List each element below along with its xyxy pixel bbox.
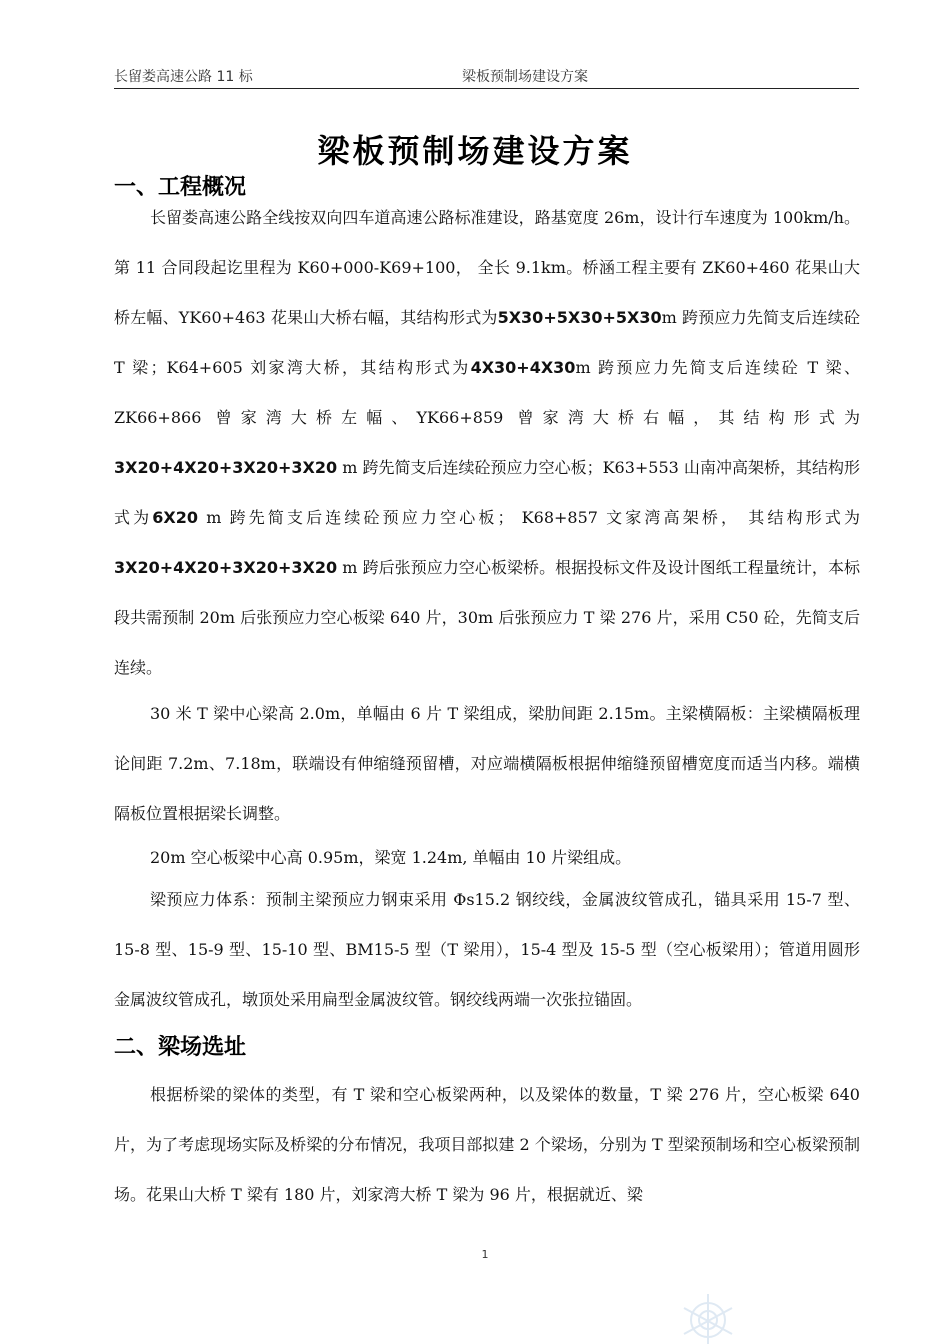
paragraph-site-selection: 根据桥梁的梁体的类型，有 T 梁和空心板梁两种，以及梁体的数量，T 梁 276 片，空心板梁 640 片，为了考虑现场实际及桥梁的分布情况，我项目部拟建 2 个梁场，分别为 T 型梁预制场和空心板梁预制场。花果山大桥 T 梁有 180 片，刘家湾大桥 T 梁为 96 片，根据就近、梁 (114, 1085, 860, 1204)
header-project-name: 长留娄高速公路 11 标 (114, 69, 253, 85)
paragraph-prestress-system: 梁预应力体系：预制主梁预应力钢束采用 Φs15.2 钢绞线，金属波纹管成孔，锚具采用 15-7 型、15-8 型、15-9 型、15-10 型、BM15-5 型（T 梁用），15-4 型及 15-5 型（空心板梁用）；管道用圆形金属波纹管成孔，墩顶处采用扁型金属波纹管。钢绞线两端一次张拉锚固。 (114, 890, 860, 1009)
text-run: m 跨先简支后连续砼预应力空心板； K68+857 文家湾高架桥， 其结构形式为 (198, 508, 860, 527)
text-run: m 跨预应力先简支后连续砼 T 梁；K64+605 刘家湾大桥，其结构形式为 (114, 308, 860, 377)
text-run: m 跨预应力先简支后连续砼 T 梁、ZK66+866 曾家湾大桥左幅、YK66+859 曾家湾大桥右幅，其结构形式为 (114, 358, 860, 427)
bold-structure-spec: 6X20 (152, 508, 198, 527)
text-run: 长留娄高速公路全线按双向四车道高速公路标准建设，路基宽度 26m，设计行车速度为 100km/h。第 11 合同段起讫里程为 K60+000-K69+100， 全长 9.1km。桥涵工程主要有 ZK60+460 花果山大桥左幅、YK60+463 花果山大桥右幅，其结构形式为 (114, 208, 860, 327)
section-heading-site-selection: 二、梁场选址 (114, 1035, 247, 1060)
document-title: 梁板预制场建设方案 (317, 132, 633, 170)
page-number: 1 (481, 1248, 489, 1261)
snowflake-watermark-icon (676, 1290, 740, 1344)
paragraph-project-overview (114, 193, 860, 693)
section-heading-overview: 一、工程概况 (114, 175, 247, 200)
text-run: m 跨后张预应力空心板梁桥。根据投标文件及设计图纸工程量统计，本标段共需预制 20m 后张预应力空心板梁 640 片，30m 后张预应力 T 梁 276 片，采用 C50 砼，先简支后连续。 (114, 558, 860, 677)
bold-structure-spec: 3X20+4X20+3X20+3X20 (114, 558, 338, 577)
bold-structure-spec: 3X20+4X20+3X20+3X20 (114, 458, 338, 477)
bold-structure-spec: 4X30+4X30 (470, 358, 576, 377)
text-run: m 跨先简支后连续砼预应力空心板；K63+553 山南冲高架桥，其结构形式为 (114, 458, 860, 527)
paragraph-hollow-slab: 20m 空心板梁中心高 0.95m，梁宽 1.24m, 单幅由 10 片梁组成。 (150, 848, 632, 867)
paragraph-t-beam: 30 米 T 梁中心梁高 2.0m，单幅由 6 片 T 梁组成，梁肋间距 2.15m。主梁横隔板：主梁横隔板理论间距 7.2m、7.18m，联端设有伸缩缝预留槽，对应端横隔板根据伸缩缝预留槽宽度而适当内移。端横隔板位置根据梁长调整。 (114, 704, 860, 823)
header-document-name: 梁板预制场建设方案 (462, 69, 588, 85)
bold-structure-spec: 5X30+5X30+5X30 (497, 308, 662, 327)
page-header (114, 64, 859, 89)
